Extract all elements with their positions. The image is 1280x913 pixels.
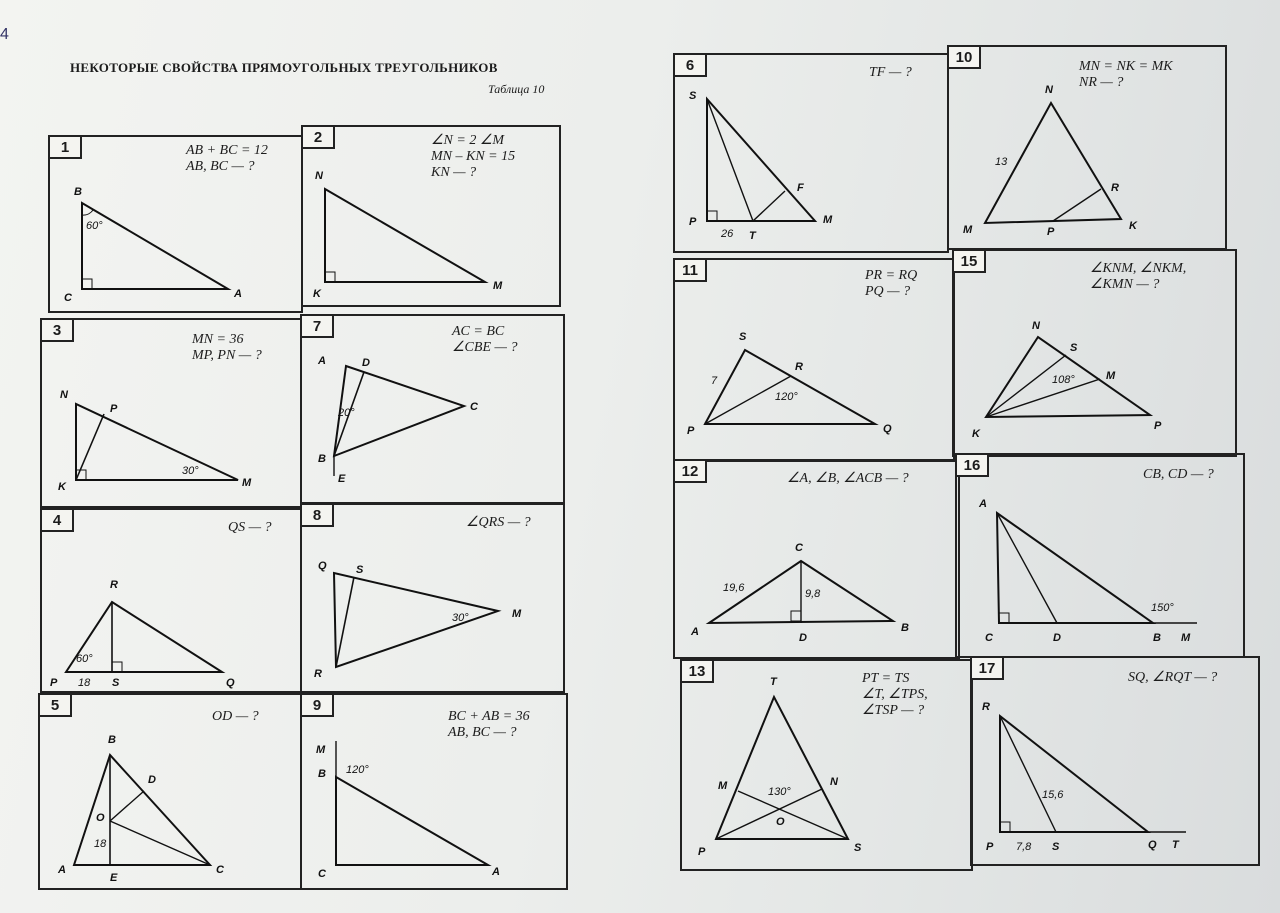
- triangle-figure: [675, 260, 957, 464]
- vertex-label: F: [797, 182, 804, 194]
- problem-card-8: [300, 503, 565, 693]
- length-label: 7: [711, 375, 718, 387]
- vertex-label: Q: [883, 423, 892, 435]
- problem-number: 5: [38, 693, 72, 717]
- problem-number: 17: [970, 656, 1004, 680]
- vertex-label: N: [60, 389, 68, 401]
- vertex-label: B: [318, 768, 326, 780]
- length-label: 13: [995, 156, 1008, 168]
- angle-label: 108°: [1052, 374, 1075, 386]
- problem-card-13: [680, 659, 973, 871]
- vertex-label: M: [718, 780, 728, 792]
- problem-condition: PR = RQ PQ — ?: [865, 268, 918, 299]
- vertex-label: B: [1153, 632, 1161, 644]
- problem-number: 4: [40, 508, 74, 532]
- problem-condition: BC + AB = 36 AB, BC — ?: [448, 709, 530, 740]
- problem-condition: ∠A, ∠B, ∠ACB — ?: [787, 471, 909, 486]
- problem-card-11: [673, 258, 955, 462]
- vertex-label: R: [314, 668, 322, 680]
- problem-condition: ∠N = 2 ∠M MN – KN = 15 KN — ?: [431, 133, 516, 180]
- vertex-label: M: [242, 477, 252, 489]
- triangle-figure: [949, 47, 1229, 252]
- vertex-label: E: [338, 473, 346, 485]
- problem-card-9: [300, 693, 568, 890]
- problem-number: 16: [955, 453, 989, 477]
- problem-card-12: [673, 459, 960, 659]
- angle-label: 120°: [775, 391, 798, 403]
- vertex-label: K: [313, 288, 321, 300]
- angle-label: 60°: [86, 220, 103, 232]
- vertex-label: O: [96, 812, 105, 824]
- problem-number: 2: [301, 125, 335, 149]
- problem-card-4: [40, 508, 302, 693]
- vertex-label: P: [986, 841, 994, 853]
- triangle-figure: [675, 55, 951, 255]
- vertex-label: M: [493, 280, 503, 292]
- problem-number: 11: [673, 258, 707, 282]
- triangle-figure: [675, 461, 962, 661]
- vertex-label: D: [362, 357, 370, 369]
- angle-label: 150°: [1151, 602, 1174, 614]
- angle-label: 120°: [346, 764, 369, 776]
- vertex-label: N: [830, 776, 838, 788]
- vertex-label: C: [216, 864, 224, 876]
- triangle-figure: [302, 695, 570, 892]
- triangle-figure: [957, 455, 1247, 660]
- vertex-label: A: [58, 864, 66, 876]
- triangle-figure: [42, 510, 304, 695]
- problem-condition: SQ, ∠RQT — ?: [1128, 670, 1218, 685]
- angle-label: 130°: [768, 786, 791, 798]
- angle-label: 60°: [76, 653, 93, 665]
- length-label: 18: [94, 838, 107, 850]
- problem-card-16: [955, 453, 1245, 658]
- problem-condition: AB + BC = 12 AB, BC — ?: [186, 143, 268, 174]
- problem-number: 12: [673, 459, 707, 483]
- vertex-label: D: [799, 632, 807, 644]
- length-label: 15,6: [1042, 789, 1064, 801]
- problem-condition: MN = NK = MK NR — ?: [1079, 59, 1173, 90]
- problem-number: 15: [952, 249, 986, 273]
- problem-card-2: [301, 125, 561, 307]
- triangle-figure: [303, 127, 563, 309]
- vertex-label: K: [972, 428, 980, 440]
- problem-number: 3: [40, 318, 74, 342]
- vertex-label: C: [470, 401, 478, 413]
- vertex-label: Q: [226, 677, 235, 689]
- table-label: Таблица 10: [488, 82, 545, 96]
- problem-card-15: [952, 249, 1237, 457]
- vertex-label: B: [74, 186, 82, 198]
- length-label: 26: [721, 228, 734, 240]
- vertex-label: M: [316, 744, 326, 756]
- vertex-label: R: [982, 701, 990, 713]
- vertex-label: A: [318, 355, 326, 367]
- vertex-label: K: [58, 481, 66, 493]
- vertex-label: S: [854, 842, 862, 854]
- length-label: 18: [78, 677, 91, 689]
- angle-label: 30°: [182, 465, 199, 477]
- vertex-label: M: [963, 224, 973, 236]
- problem-condition: ∠QRS — ?: [466, 515, 531, 530]
- problem-number: 9: [300, 693, 334, 717]
- problem-card-17: [970, 656, 1260, 866]
- vertex-label: B: [901, 622, 909, 634]
- vertex-label: M: [1181, 632, 1191, 644]
- vertex-label: B: [318, 453, 326, 465]
- vertex-label: D: [148, 774, 156, 786]
- circled-page-mark: 4: [0, 26, 9, 43]
- vertex-label: E: [110, 872, 118, 884]
- problem-condition: OD — ?: [212, 709, 259, 724]
- triangle-figure: [302, 505, 567, 695]
- triangle-figure: [972, 658, 1262, 868]
- problem-condition: CB, CD — ?: [1143, 467, 1214, 482]
- problem-card-1: [48, 135, 303, 313]
- vertex-label: A: [691, 626, 699, 638]
- vertex-label: S: [112, 677, 120, 689]
- problem-number: 6: [673, 53, 707, 77]
- vertex-label: B: [108, 734, 116, 746]
- triangle-figure: [682, 661, 975, 873]
- vertex-label: T: [1172, 839, 1179, 851]
- vertex-label: C: [64, 292, 72, 304]
- vertex-label: Q: [318, 560, 327, 572]
- problem-card-7: [300, 314, 565, 504]
- length-label: 9,8: [805, 588, 821, 600]
- vertex-label: P: [1154, 420, 1162, 432]
- vertex-label: N: [315, 170, 323, 182]
- vertex-label: C: [318, 868, 326, 880]
- vertex-label: T: [749, 230, 756, 242]
- angle-label: 20°: [338, 407, 355, 419]
- triangle-figure: [50, 137, 305, 315]
- length-label: 7,8: [1016, 841, 1032, 853]
- vertex-label: S: [356, 564, 364, 576]
- vertex-label: S: [689, 90, 697, 102]
- problem-card-10: [947, 45, 1227, 250]
- problem-card-3: [40, 318, 302, 508]
- triangle-figure: [40, 695, 304, 892]
- vertex-label: N: [1045, 84, 1053, 96]
- vertex-label: S: [1052, 841, 1060, 853]
- vertex-label: K: [1129, 220, 1137, 232]
- vertex-label: Q: [1148, 839, 1157, 851]
- vertex-label: A: [492, 866, 500, 878]
- triangle-figure: [42, 320, 304, 510]
- vertex-label: P: [689, 216, 697, 228]
- problem-number: 7: [300, 314, 334, 338]
- problem-condition: TF — ?: [869, 65, 912, 80]
- vertex-label: C: [985, 632, 993, 644]
- triangle-figure: [954, 251, 1239, 459]
- vertex-label: R: [795, 361, 803, 373]
- triangle-figure: [302, 316, 567, 506]
- page-title: НЕКОТОРЫЕ СВОЙСТВА ПРЯМОУГОЛЬНЫХ ТРЕУГОЛЬНИКОВ: [70, 60, 498, 75]
- vertex-label: A: [234, 288, 242, 300]
- problem-number: 10: [947, 45, 981, 69]
- problem-number: 1: [48, 135, 82, 159]
- vertex-label: C: [795, 542, 803, 554]
- vertex-label: P: [110, 403, 118, 415]
- problem-condition: MN = 36 MP, PN — ?: [192, 332, 262, 363]
- vertex-label: P: [687, 425, 695, 437]
- vertex-label: M: [823, 214, 833, 226]
- problem-number: 13: [680, 659, 714, 683]
- vertex-label: S: [1070, 342, 1078, 354]
- problem-condition: ∠KNM, ∠NKM, ∠KMN — ?: [1090, 261, 1187, 292]
- vertex-label: M: [512, 608, 522, 620]
- problem-condition: PT = TS ∠T, ∠TPS, ∠TSP — ?: [862, 671, 928, 718]
- vertex-label: S: [739, 331, 747, 343]
- problem-condition: AC = BC ∠CBE — ?: [452, 324, 518, 355]
- vertex-label: R: [1111, 182, 1119, 194]
- problem-card-6: [673, 53, 949, 253]
- vertex-label: D: [1053, 632, 1061, 644]
- vertex-label: R: [110, 579, 118, 591]
- problem-number: 8: [300, 503, 334, 527]
- problem-condition: QS — ?: [228, 520, 272, 535]
- angle-label: 30°: [452, 612, 469, 624]
- vertex-label: N: [1032, 320, 1040, 332]
- vertex-label: M: [1106, 370, 1116, 382]
- vertex-label: P: [698, 846, 706, 858]
- vertex-label: P: [1047, 226, 1055, 238]
- vertex-label: T: [770, 676, 777, 688]
- length-label: 19,6: [723, 582, 745, 594]
- vertex-label: P: [50, 677, 58, 689]
- problem-card-5: [38, 693, 302, 890]
- vertex-label: A: [979, 498, 987, 510]
- vertex-label: O: [776, 816, 785, 828]
